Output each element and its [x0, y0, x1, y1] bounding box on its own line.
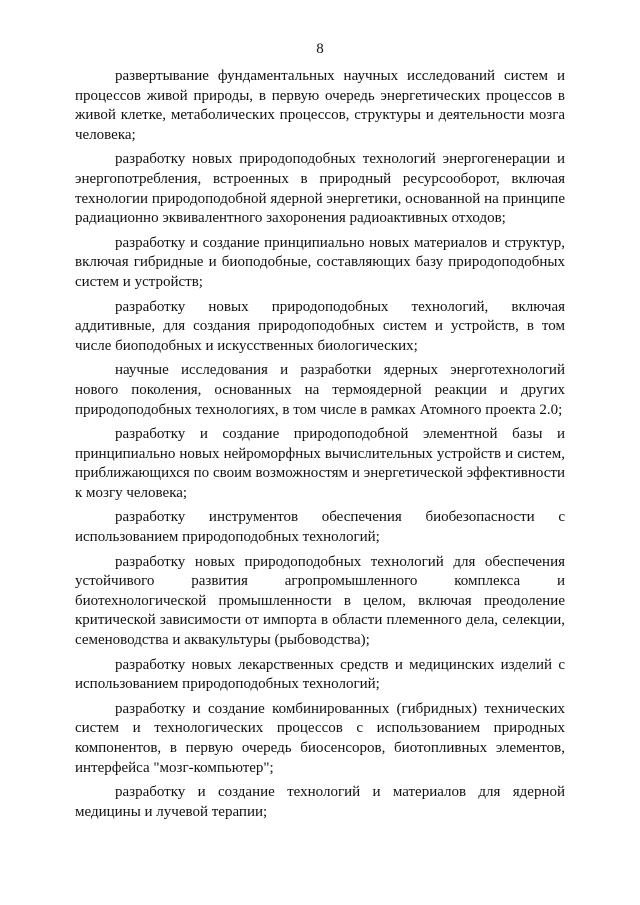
- paragraph-additive-technologies: разработку новых природоподобных технологий, включая аддитивные, для создания природоподобных систем и устройств, в том числе биоподобных и искусственных биологических;: [75, 298, 565, 354]
- paragraph-medicines: разработку новых лекарственных средств и медицинских изделий с использованием природоподобных технологий;: [75, 656, 565, 693]
- paragraph-fundamental-research: развертывание фундаментальных научных исследований систем и процессов живой природы, в первую очередь энергетических процессов в живой клетке, метаболических процессов, структуры и деятельности мозга человека;: [75, 68, 565, 143]
- document-body: [75, 67, 565, 827]
- paragraph-agroindustry: разработку новых природоподобных технологий для обеспечения устойчивого развития агропромышленного комплекса и биотехнологической промышленности в целом, включая преодоление критической зависимости от импорта в области племенного дела, селекции, семеноводства и аквакультуры (рыбоводства);: [75, 553, 565, 649]
- paragraph-hybrid-systems: разработку и создание комбинированных (гибридных) технических систем и технологических процессов с использованием природных компонентов, в первую очередь биосенсоров, биотопливных элементов, интерфейса "мозг-компьютер";: [75, 700, 565, 776]
- paragraph-neuromorphic-devices: разработку и создание природоподобной элементной базы и принципиально новых нейроморфных вычислительных устройств и систем, приближающихся по своим возможностям и энергетической эффективности к мозгу человека;: [75, 426, 565, 501]
- paragraph-nuclear-energy-research: научные исследования и разработки ядерных энерготехнологий нового поколения, основанных на термоядерной реакции и других природоподобных технологиях, в том числе в рамках Атомного проекта 2.0;: [75, 362, 565, 418]
- paragraph-energy-technologies: разработку новых природоподобных технологий энергогенерации и энергопотребления, встроенных в природный ресурсооборот, включая технологии природоподобной ядерной энергетики, основанной на принципе радиационно эквивалентного захоронения радиоактивных отходов;: [75, 151, 565, 227]
- page-number: 8: [316, 41, 324, 57]
- paragraph-new-materials: разработку и создание принципиально новых материалов и структур, включая гибридные и биоподобные, составляющих базу природоподобных систем и устройств;: [75, 234, 565, 290]
- paragraph-nuclear-medicine: разработку и создание технологий и материалов для ядерной медицины и лучевой терапии;: [75, 784, 565, 820]
- paragraph-biosafety-tools: разработку инструментов обеспечения биобезопасности с использованием природоподобных технологий;: [75, 509, 565, 546]
